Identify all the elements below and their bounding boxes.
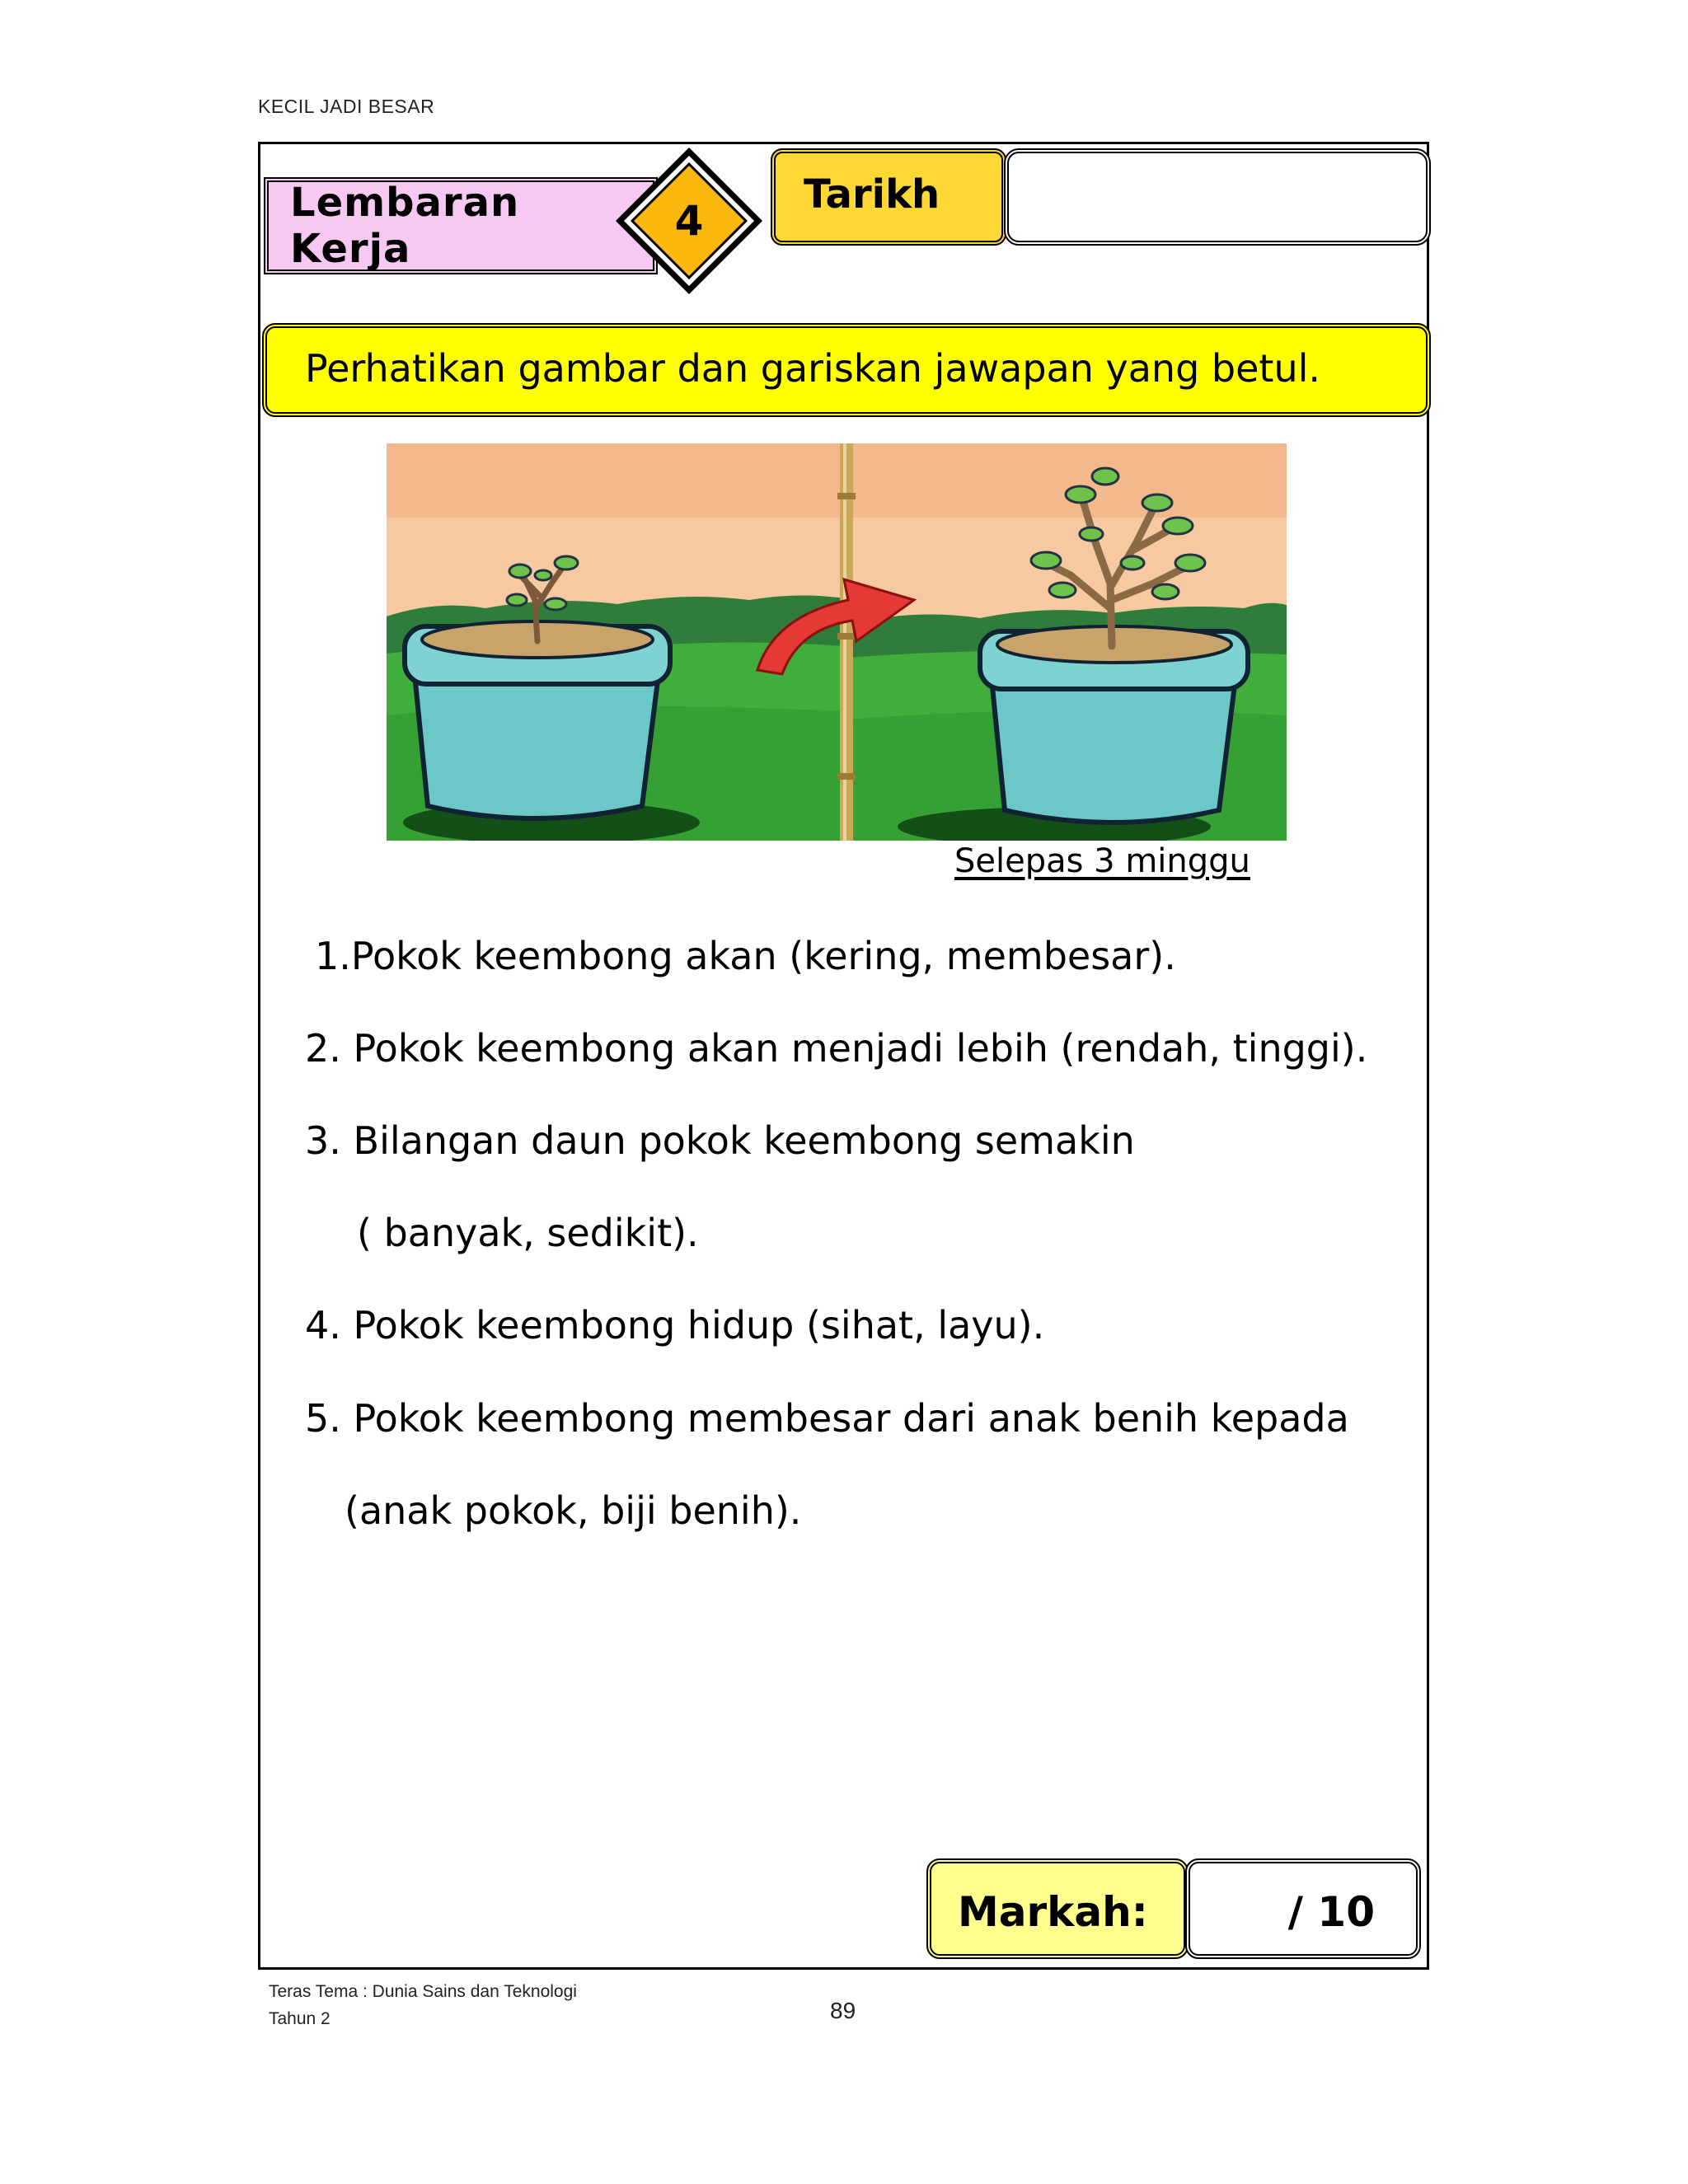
score-value: / 10	[1287, 1888, 1375, 1936]
question-text: Bilangan daun pokok keembong semakin	[353, 1118, 1135, 1163]
question-number: 5.	[305, 1396, 341, 1441]
bamboo-divider	[837, 443, 856, 841]
question-3	[305, 1118, 1135, 1163]
worksheet-label: Lembaran Kerja	[290, 180, 520, 272]
question-2	[305, 1026, 1367, 1071]
plant-growth-illustration	[387, 443, 1287, 841]
footer-year: Tahun 2	[269, 2009, 331, 2028]
question-4	[305, 1303, 1044, 1347]
footer-info	[269, 1978, 577, 2032]
question-text: Pokok keembong akan (kering, membesar).	[350, 934, 1176, 978]
instruction-text: Perhatikan gambar dan gariskan jawapan yang betul.	[305, 346, 1321, 391]
score-label: Markah:	[958, 1888, 1148, 1936]
document-header: KECIL JADI BESAR	[258, 96, 435, 117]
question-text: Pokok keembong hidup (sihat, layu).	[353, 1303, 1045, 1347]
score-label-box	[926, 1858, 1189, 1959]
worksheet-number-badge	[612, 144, 766, 298]
question-number: 1.	[315, 934, 351, 978]
question-number: 2.	[305, 1026, 341, 1071]
date-field[interactable]	[1004, 148, 1431, 246]
question-5	[305, 1396, 1349, 1441]
footer-theme: Teras Tema : Dunia Sains dan Teknologi	[269, 1982, 577, 2001]
question-1	[315, 934, 1176, 978]
question-text: Pokok keembong membesar dari anak benih kepada	[353, 1396, 1349, 1441]
question-3-options: ( banyak, sedikit).	[357, 1211, 699, 1255]
question-text: Pokok keembong akan menjadi lebih (rendah, tinggi).	[353, 1026, 1368, 1071]
page-number: 89	[830, 1998, 856, 2023]
question-number: 3.	[305, 1118, 341, 1163]
worksheet-number: 4	[674, 197, 704, 245]
picture-caption: Selepas 3 minggu	[954, 842, 1250, 880]
question-number: 4.	[305, 1303, 341, 1347]
question-5-options: (anak pokok, biji benih).	[345, 1488, 802, 1533]
score-field[interactable]	[1185, 1858, 1421, 1959]
date-label: Tarikh	[804, 171, 940, 218]
date-label-box	[771, 148, 1006, 246]
instruction-box	[262, 323, 1431, 417]
worksheet-label-box	[264, 177, 658, 274]
